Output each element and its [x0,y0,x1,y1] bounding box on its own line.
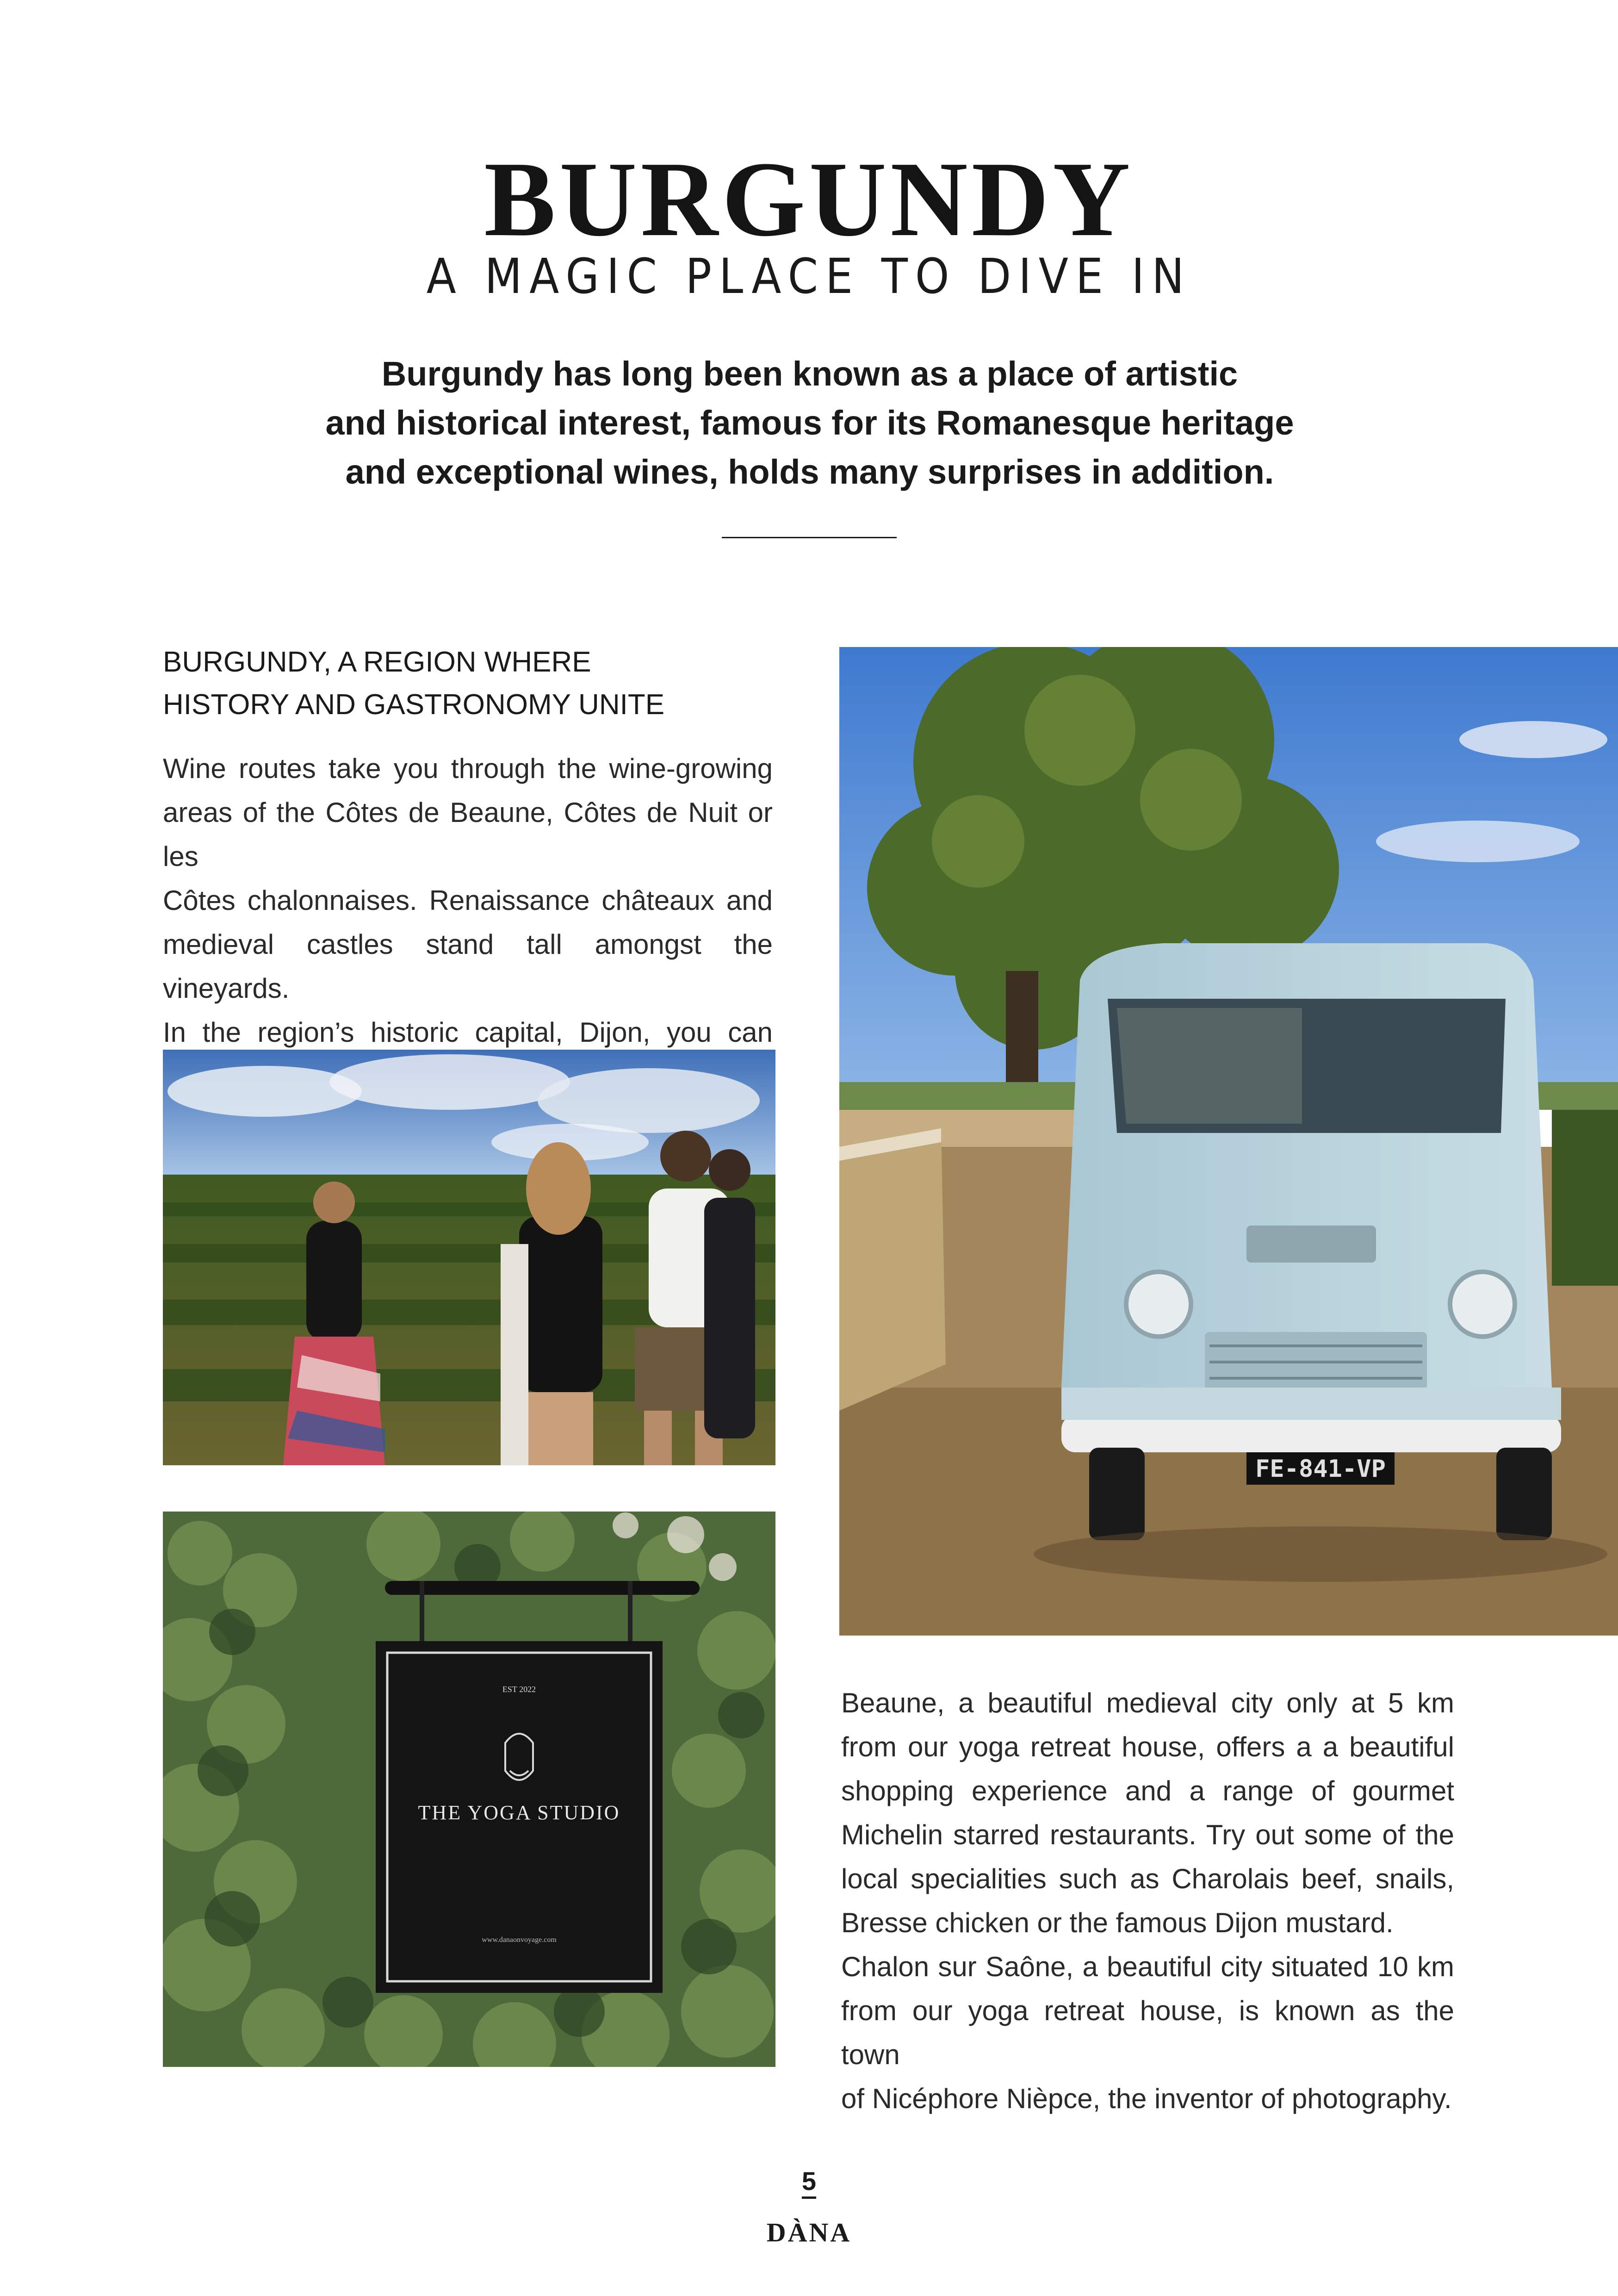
vintage-van-photo [839,647,1618,1636]
section-heading-line: BURGUNDY, A REGION WHERE [163,646,591,678]
section-paragraph [163,747,773,1098]
paragraph-line: Bresse chicken or the famous Dijon mustard. [841,1907,1394,1938]
sign-name: THE YOGA STUDIO [418,1801,620,1824]
divider-rule [722,537,897,538]
paragraph-line: Wine routes take you through the wine-growing [163,753,773,784]
paragraph-line: In the region’s historic capital, Dijon, you can [163,1017,773,1048]
paragraph-line: of Nicéphore Nièpce, the inventor of photography. [841,2083,1452,2114]
section-heading [163,641,811,726]
paragraph-line: shopping experience and a range of gourmet [841,1775,1454,1806]
page-title: BURGUNDY [484,140,1134,259]
intro-line: and historical interest, famous for its Romanesque heritage [325,404,1294,442]
sign-url: www.danaonvoyage.com [482,1936,557,1944]
intro-line: Burgundy has long been known as a place of artistic [381,355,1238,393]
intro-line: and exceptional wines, holds many surprises in addition. [345,453,1274,491]
sign-small-top: EST 2022 [502,1685,536,1694]
paragraph-line: Chalon sur Saône, a beautiful city situated 10 km [841,1951,1454,1982]
paragraph-line: medieval castles stand tall amongst the vineyards. [163,929,773,1004]
vineyard-photo [163,1050,775,1465]
paragraph-line: Côtes chalonnaises. Renaissance châteaux and [163,885,773,916]
paragraph-line: from our yoga retreat house, is known as the town [841,1995,1454,2070]
page-number [0,2166,1618,2196]
license-plate: FE-841-VP [1255,1455,1386,1483]
paragraph-line: Michelin starred restaurants. Try out some of the [841,1819,1454,1850]
paragraph-line: from our yoga retreat house, offers a a beautiful [841,1731,1454,1762]
paragraph-line: areas of the Côtes de Beaune, Côtes de Nuit or les [163,797,773,872]
paragraph-line: local specialities such as Charolais beef, snails, [841,1863,1454,1894]
page-number-value: 5 [801,2166,817,2196]
yoga-studio-sign-photo [163,1512,775,2067]
brand-logo: DÀNA [766,2217,852,2247]
paragraph-line: Beaune, a beautiful medieval city only at 5 km [841,1687,1454,1718]
page-subtitle: A MAGIC PLACE TO DIVE IN [426,248,1192,305]
beaune-paragraph [841,1681,1454,2121]
intro-text [231,349,1388,497]
section-heading-line: HISTORY AND GASTRONOMY UNITE [163,689,665,721]
